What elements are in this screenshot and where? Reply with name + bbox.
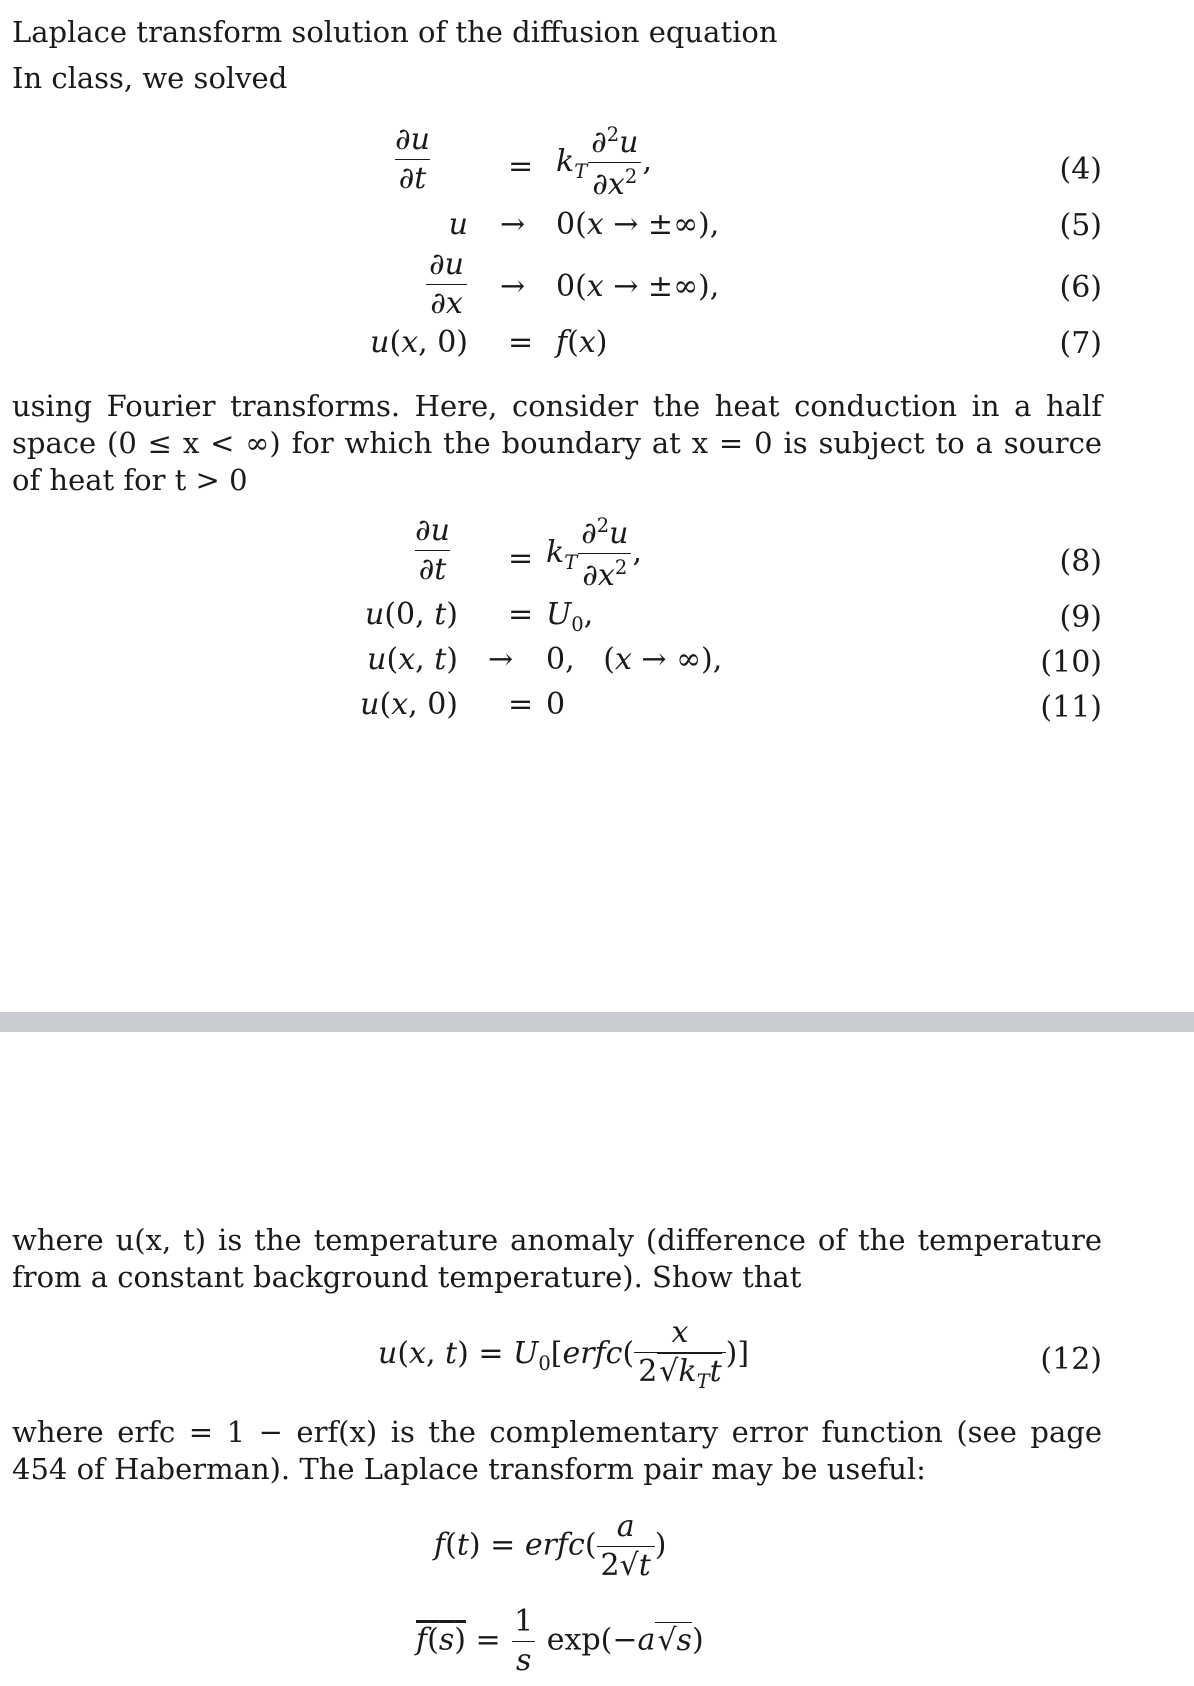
eq7-number: (7): [1059, 326, 1102, 361]
eq11-relation: =: [508, 687, 534, 722]
eq7-rhs: f(x): [556, 325, 608, 360]
eq11-lhs: u(x, 0): [360, 687, 458, 722]
eq11-rhs: 0: [546, 687, 566, 722]
eq8-rhs: $k_T$ $\frac{\partial^2u}{\partial x^2}$ ,: [546, 514, 643, 593]
eq10-relation: →: [488, 642, 514, 677]
eq9-lhs: u(0, t): [365, 597, 458, 632]
eq4-lhs: $\frac{\partial u}{\partial t}$: [395, 122, 430, 196]
transform-pair-time: f(t) = erfc( $\frac{a}{2√t}$ ): [434, 1509, 667, 1583]
eq10-lhs: u(x, t): [367, 642, 458, 677]
eq4-number: (4): [1059, 152, 1102, 187]
eq10-rhs: 0, (x → ∞),: [546, 642, 723, 677]
eq5-lhs: u: [448, 207, 468, 242]
intro-text: In class, we solved: [12, 61, 288, 95]
eq6-relation: →: [500, 269, 526, 304]
eq8-number: (8): [1059, 544, 1102, 579]
eq12-formula: u(x, $t) = U_0[erfc$( $\frac{x}{2√k_Tt}$ )]: [378, 1315, 750, 1393]
eq8-relation: =: [508, 541, 534, 576]
eq4-relation: =: [508, 149, 534, 184]
eq4-rhs: $k_T$ $\frac{\partial^2u}{\partial x^2}$ ,: [556, 123, 653, 202]
eq7-lhs: u(x, 0): [370, 325, 468, 360]
eq7-relation: =: [508, 325, 534, 360]
eq8-lhs: $\frac{\partial u}{\partial t}$: [415, 513, 450, 587]
eq10-number: (10): [1040, 645, 1102, 680]
transform-pair-laplace: f(s) = $\frac{1}{s}$ exp(−a√s): [416, 1604, 704, 1678]
problem-paragraph: where u(x, t) is the temperature anomaly (difference of the temperature from a constant background temperature). Show that: [12, 1223, 1102, 1294]
eq12-number: (12): [1040, 1342, 1102, 1377]
eq5-relation: →: [500, 207, 526, 242]
page-divider: [0, 1012, 1194, 1032]
document-title: Laplace transform solution of the diffusion equation: [12, 15, 778, 49]
eq6-number: (6): [1059, 270, 1102, 305]
eq5-rhs: 0(x → ±∞),: [556, 207, 720, 242]
eq9-number: (9): [1059, 600, 1102, 635]
eq5-number: (5): [1059, 208, 1102, 243]
eq9-rhs: $U_0$,: [546, 597, 594, 636]
eq9-relation: =: [508, 597, 534, 632]
definition-paragraph: where erfc = 1 − erf(x) is the complementary error function (see page 454 of Haberman). The Laplace transform pair may be useful:: [12, 1415, 1102, 1486]
body-paragraph: using Fourier transforms. Here, consider the heat conduction in a half space (0 ≤ x < ∞) for which the boundary at x = 0 is subject to a source of heat for t > 0: [12, 389, 1102, 497]
document-page-2: [0, 1032, 1194, 1686]
eq6-rhs: 0(x → ±∞),: [556, 269, 720, 304]
eq6-lhs: $\frac{\partial u}{\partial x}$: [425, 250, 468, 319]
eq11-number: (11): [1040, 690, 1102, 725]
